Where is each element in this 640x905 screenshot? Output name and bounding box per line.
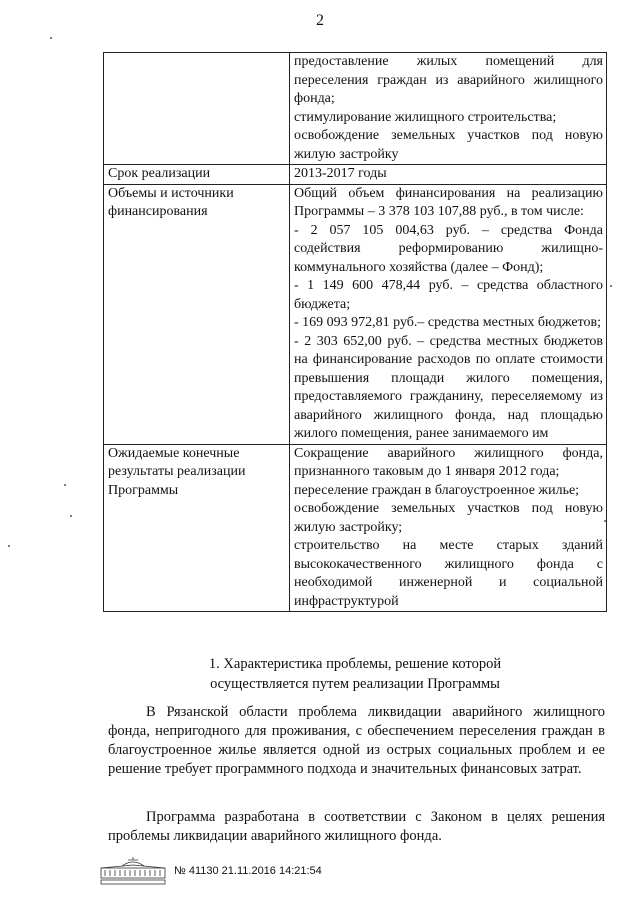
- row-value-line: Общий объем финансирования на реализацию Программы – 3 378 103 107,88 руб., в том числе:: [294, 185, 603, 219]
- scan-speck: [610, 285, 612, 287]
- row-value-line: стимулирование жилищного строительства;: [294, 109, 557, 125]
- row-label-text: Срок реализации: [108, 166, 211, 181]
- table-row: [104, 444, 607, 612]
- row-label-cell: [104, 444, 290, 612]
- scan-speck: [64, 484, 66, 486]
- row-value-line: переселение граждан в благоустроенное жилье;: [294, 482, 580, 498]
- row-label-cell: [104, 53, 290, 165]
- row-value-cell: [290, 184, 607, 444]
- registration-stamp: № 41130 21.11.2016 14:21:54: [174, 865, 322, 877]
- table-row: [104, 53, 607, 165]
- building-logo-icon: [98, 856, 168, 886]
- registration-footer: [98, 856, 322, 886]
- scan-speck: [50, 37, 52, 39]
- row-value-line: - 2 057 105 004,63 руб. – средства Фонда содействия реформированию жилищно-коммунального хозяйства (далее – Фонд);: [294, 222, 603, 275]
- row-label-cell: [104, 165, 290, 185]
- row-value-line: - 1 149 600 478,44 руб. – средства областного бюджета;: [294, 278, 603, 312]
- scan-speck: [70, 515, 72, 517]
- body-paragraph-1: В Рязанской области проблема ликвидации аварийного жилищного фонда, непригодного для проживания, с обеспечением переселения граждан в благоустроенное жилье является одной из острых социальных проблем и ее решение требует программного подхода и значительных финансовых затрат.: [108, 704, 605, 777]
- page-number: 2: [316, 12, 324, 29]
- row-value-cell: [290, 444, 607, 612]
- table-row: [104, 165, 607, 185]
- row-value-line: Сокращение аварийного жилищного фонда, признанного таковым до 1 января 2012 года;: [294, 445, 603, 479]
- scan-speck: [604, 520, 606, 522]
- row-value-cell: [290, 53, 607, 165]
- row-label-text: Объемы и источники финансирования: [108, 185, 234, 219]
- row-value-line: освобождение земельных участков под новую жилую застройку: [294, 128, 603, 162]
- section-heading-line-1: 1. Характеристика проблемы, решение которой: [208, 656, 502, 672]
- row-value-line: - 2 303 652,00 руб. – средства местных бюджетов на финансирование расходов по оплате стоимости превышения площади жилого помещения, предоставляемого гражданину, переселяемому из аварийного жилищного фонда, над площадью жилого помещения, ранее занимаемого им: [294, 333, 603, 441]
- row-value-line: строительство на месте старых зданий высококачественного жилищного фонда с необходимой инженерной и социальной инфраструктурой: [294, 538, 603, 609]
- section-heading: [100, 654, 610, 694]
- program-passport-table: [103, 52, 607, 612]
- row-label-cell: [104, 184, 290, 444]
- row-value-cell: [290, 165, 607, 185]
- section-heading-line-2: осуществляется путем реализации Программы: [210, 676, 500, 692]
- row-value-line: 2013-2017 годы: [294, 166, 387, 181]
- scan-speck: [8, 545, 10, 547]
- row-value-line: - 169 093 972,81 руб.– средства местных бюджетов;: [294, 315, 602, 330]
- body-paragraph-2: Программа разработана в соответствии с Законом в целях решения проблемы ликвидации аварийного жилищного фонда.: [108, 809, 605, 844]
- row-value-line: освобождение земельных участков под новую жилую застройку;: [294, 501, 603, 535]
- row-value-line: предоставление жилых помещений для переселения граждан из аварийного жилищного фонда;: [294, 54, 603, 106]
- table-row: [104, 184, 607, 444]
- row-label-text: Ожидаемые конечные результаты реализации Программы: [108, 445, 246, 498]
